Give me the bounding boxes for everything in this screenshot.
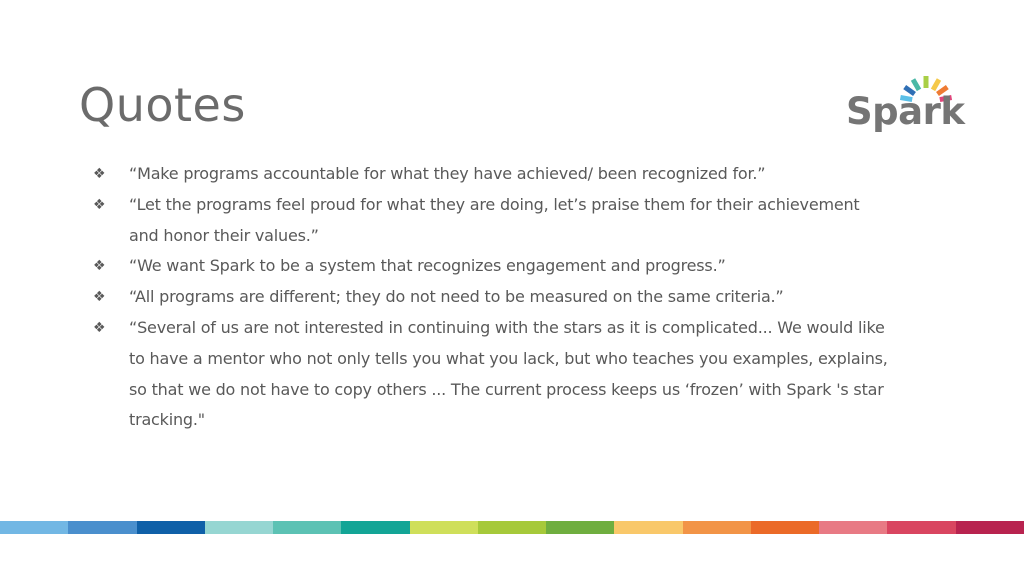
stripe-segment (410, 521, 478, 534)
diamond-cluster-bullet-icon: ❖ (93, 196, 106, 213)
spark-ray (933, 80, 939, 90)
stripe-segment (0, 521, 68, 534)
quote-item (93, 190, 893, 252)
diamond-cluster-bullet-icon: ❖ (93, 289, 106, 306)
stripe-segment (751, 521, 819, 534)
stripe-segment (478, 521, 546, 534)
quote-text: “All programs are different; they do not need to be measured on the same criteria.” (129, 287, 784, 307)
quote-list (93, 159, 893, 436)
diamond-cluster-bullet-icon: ❖ (93, 166, 106, 182)
diamond-cluster-bullet-icon: ❖ (93, 258, 106, 275)
spark-ray (913, 80, 919, 90)
stripe-segment (273, 521, 341, 534)
spark-logo-text: Spark (846, 90, 965, 133)
stripe-segment (68, 521, 136, 534)
diamond-cluster-bullet-icon: ❖ (93, 319, 106, 336)
stripe-segment (614, 521, 682, 534)
quote-item (93, 282, 893, 313)
stripe-segment (683, 521, 751, 534)
quote-item (93, 251, 893, 282)
quote-text: “Make programs accountable for what they have achieved/ been recognized for.” (129, 164, 766, 183)
stripe-segment (956, 521, 1024, 534)
stripe-segment (887, 521, 955, 534)
stripe-segment (205, 521, 273, 534)
quote-text: “Let the programs feel proud for what they are doing, let’s praise them for their achievement and honor their values.” (129, 194, 860, 245)
stripe-segment (341, 521, 409, 534)
stripe-segment (546, 521, 614, 534)
color-stripe-footer (0, 521, 1024, 534)
quote-text: “Several of us are not interested in continuing with the stars as it is complicated... We would like to have a mentor who not only tells you what you lack, but who teaches you examples, explains, so that we do not have to copy others ... The current process keeps us ‘frozen’ with Spark 's star tracking." (129, 317, 888, 430)
slide-title: Quotes (79, 78, 246, 132)
spark-logo (846, 72, 965, 140)
quote-text: “We want Spark to be a system that recognizes engagement and progress.” (129, 256, 726, 276)
quote-item (93, 313, 893, 436)
quote-item (93, 159, 893, 190)
stripe-segment (137, 521, 205, 534)
stripe-segment (819, 521, 887, 534)
